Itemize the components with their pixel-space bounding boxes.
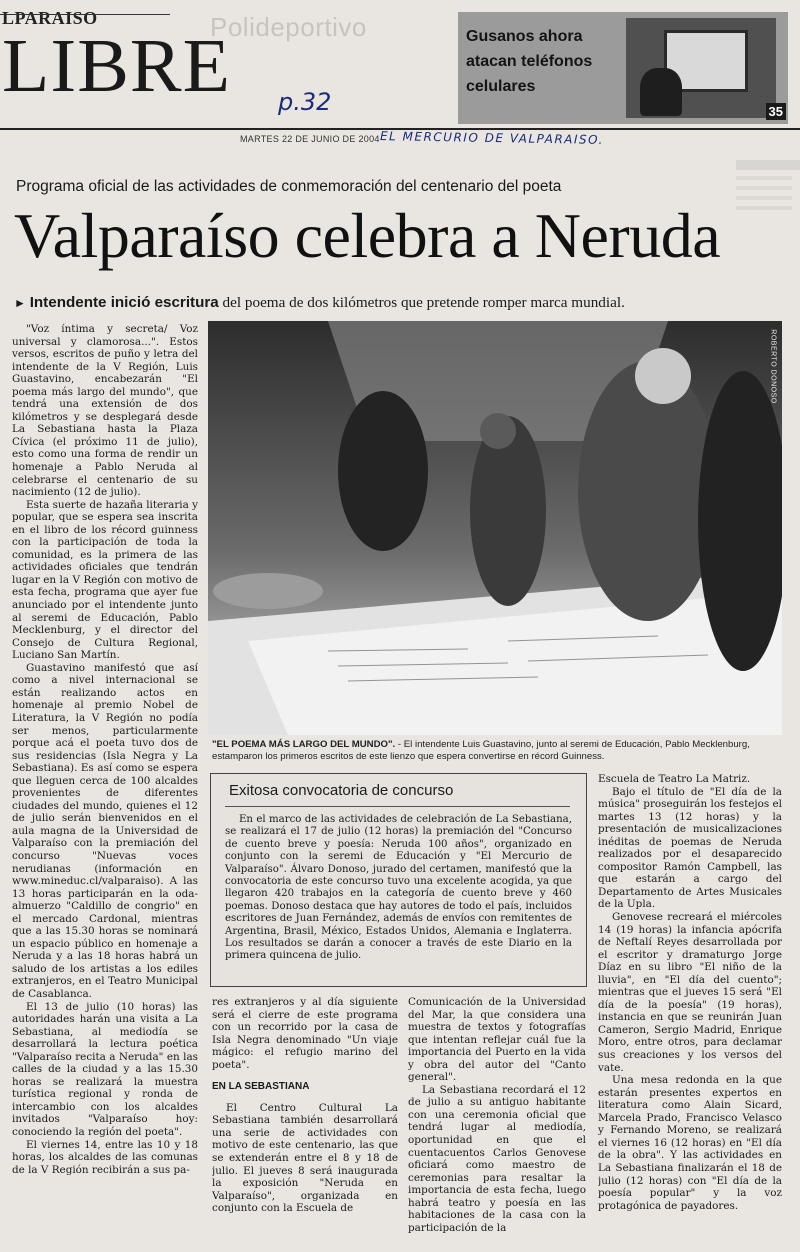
hand-shape bbox=[640, 68, 682, 116]
masthead-city: LPARAISO bbox=[2, 8, 98, 28]
photo-credit: ROBERTO DONOSO bbox=[769, 329, 777, 404]
masthead-name: LIBRE bbox=[2, 24, 232, 108]
caption-lead: "EL POEMA MÁS LARGO DEL MUNDO". bbox=[212, 739, 396, 750]
col4-paragraph: Bajo el título de "El día de la música" proseguirán los festejos el martes 13 (12 horas) y la presentación de musicalizaciones inéditas de poemas de Neruda realizados por el desaparecido compositor Ramón Campbell, las que estarán a cargo del Departamento de Artes Musicales de la Upla. bbox=[598, 785, 782, 911]
col1-paragraph: "Voz íntima y secreta/ Voz universal y clamorosa...". Estos versos, escritos de puño y letra del intendente de la V Región, Luis Guastavino, encabezarán "El poema más largo del mundo", que tendrá una extensión de dos kilómetros y se desplegará desde La Sebastiana hasta la Plaza Cívica (el próximo 11 de julio), esto como una forma de rendir un homenaje a Pablo Neruda al celebrarse el centenario de su nacimiento (12 de julio). bbox=[12, 323, 198, 499]
sidebar-body: En el marco de las actividades de celebración de La Sebastiana, se realizará el 17 de julio (12 horas) la premiación del "Concurso de cuento breve y poesía: Neruda 100 años", organizado en conjunto con la seremi de Educación y "El Mercurio de Valparaíso". Álvaro Donoso, jurado del certamen, manifestó que la convocatoria de este concurso tuvo una excelente acogida, ya que llegaron 420 trabajos en la categoría de cuento breve y 460 poemas. Donoso destaca que hay autores de todo el país, incluidos escritores de Juan Fernández, además de envíos con remitentes de Argentina, Brasil, México, Estados Unidos, Alemania e Inglaterra. Los resultados se darán a conocer a través de este Diario en la primera quincena de julio. bbox=[225, 814, 572, 962]
col2-subhead: EN LA SEBASTIANA bbox=[212, 1081, 310, 1093]
col4-paragraph: Genovese recreará el miércoles 14 (19 horas) la infancia apócrifa de Neftalí Reyes desarrollada por el escritor y dramaturgo Jorge Díaz en su libro "El niño de la lluvia", en "El día del cuento"; mientras que el jueves 15 será "El día de la poesía" (19 horas), instancia en que se reunirán Juan Cameron, Sergio Madrid, Enrique Moro, entre otros, para declamar sus creaciones y los versos del vate. bbox=[598, 911, 782, 1074]
sidebar-title: Exitosa convocatoria de concurso bbox=[229, 782, 454, 799]
article-photo bbox=[208, 321, 782, 735]
col1-paragraph: Guastavino manifestó que así como a nivel internacional se están realizando actos en homenaje al premio Nobel de Literatura, la V Región no podía ser menos, particularmente porque acá el poeta tuvo dos de sus residencias (Isla Negra y La Sebastiana). Es así como se espera que lleguen cerca de 100 alcaldes provenientes de diferentes ciudades del mundo, quienes el 12 de julio serán bienvenidos en el aula magna de la Universidad de Valparaíso con la premiación del concurso "Nuevas voces nerudianas (información en www.mineduc.cl/valparaiso). A las 13 horas participarán en la oda-almuerzo "Caldillo de congrio" en el mercado Cardonal, mientras que a las 15.30 horas se nominará un espacio público en homenaje a Neruda y a las 18 horas habrá un saludo de los artistas a los ediles extranjeros, en el Teatro Municipal de Casablanca. bbox=[12, 661, 198, 1000]
col4-paragraph: Una mesa redonda en la que estarán presentes expertos en literatura como Alain Sicard, Marcela Prado, Francisco Velasco y Fernando Moreno, se realizará el viernes 16 (12 horas) en "El día de la obra". Y las actividades en La Sebastiana finalizarán el 18 de julio (12 horas) con "El día de la poesía popular" y la voz protagónica de payadores. bbox=[598, 1074, 782, 1212]
date-line: MARTES 22 DE JUNIO DE 2004 bbox=[240, 134, 380, 144]
col1-paragraph: Esta suerte de hazaña literaria y popular, que se espera sea inscrita en el libro de los récord guinness con la participación de toda la comunidad, es la primera de las actividades oficiales que tendrán lugar en la V Región con motivo de esta fecha, programa que ayer fue anunciado por el intendente junto al seremi de Educación, Pablo Mecklenburg, y el director del Consejo de Cultura Regional, Luciano San Martín. bbox=[12, 498, 198, 662]
deck-rest: del poema de dos kilómetros que pretende romper marca mundial. bbox=[218, 294, 625, 311]
col1-paragraph: El 13 de julio (10 horas) las autoridades harán una visita a La Sebastiana, al mediodía se desarrollará la lectura poética "Valparaíso recita a Neruda" en las calles de la ciudad y a las 15.30 horas se realizará la muestra turística regional y ronda de intercambio con los alcaldes invitados "Valparaíso hoy: conociendo la región del poeta". bbox=[12, 1000, 198, 1138]
col3-paragraph: La Sebastiana recordará el 12 de julio a su antiguo habitante con una ceremonia oficial que tendrá lugar al mediodía, oportunidad en que el cuentacuentos Carlos Genovese oficiará como maestro de ceremonias para resaltar la importancia de esta fecha, luego habrá teatro y poesía en las habitaciones de la casa con la participación de la bbox=[408, 1083, 586, 1234]
article-kicker: Programa oficial de las actividades de conmemoración del centenario del poeta bbox=[16, 178, 562, 195]
masthead-top-rule bbox=[0, 14, 170, 15]
col2-paragraph: El Centro Cultural La Sebastiana también desarrollará una serie de actividades con motivo de este centenario, las que se extenderán entre el 8 y 18 de julio. El jueves 8 será inaugurada la exposición "Neruda en Valparaíso", organizada en conjunto con la Escuela de bbox=[212, 1101, 398, 1215]
col2-paragraph: res extranjeros y al día siguiente será el cierre de este programa con un recorrido por la casa de Isla Negra denominado "Un viaje mágico: el refugio marino del poeta". bbox=[212, 996, 398, 1071]
handwritten-source-note: EL MERCURIO DE VALPARAISO. bbox=[379, 129, 605, 147]
sidebar-box bbox=[210, 773, 587, 987]
column-1 bbox=[12, 323, 198, 1243]
masthead bbox=[0, 0, 800, 144]
article-deck bbox=[14, 294, 774, 312]
article-headline: Valparaíso celebra a Neruda bbox=[14, 200, 721, 271]
page-number: 35 bbox=[766, 103, 786, 120]
photo-illustration bbox=[208, 321, 782, 735]
col1-paragraph: El viernes 14, entre las 10 y 18 horas, los alcaldes de las comunas de la V Región recibirán a sus pa- bbox=[12, 1138, 198, 1176]
column-3 bbox=[408, 996, 586, 1246]
teaser-box[interactable] bbox=[458, 12, 788, 124]
faded-header: Polideportivo bbox=[210, 12, 367, 42]
deck-bold: Intendente inició escritura bbox=[29, 294, 219, 311]
bleed-through bbox=[728, 150, 800, 290]
teaser-photo bbox=[626, 18, 776, 118]
col3-paragraph: Comunicación de la Universidad del Mar, la que considera una muestra de textos y fotografías que intentan reflejar cuál fue la importancia del Puerto en la vida y obra del autor del "Canto general". bbox=[408, 996, 586, 1084]
column-2 bbox=[212, 996, 398, 1246]
teaser-text: Gusanos ahora atacan teléfonos celulares bbox=[466, 28, 593, 95]
col4-paragraph: Escuela de Teatro La Matriz. bbox=[598, 773, 751, 785]
column-4 bbox=[598, 773, 782, 1245]
caption-rest: - El intendente Luis Guastavino, junto al seremi de Educación, Pablo Mecklenburg, estamparon los primeros escritos de este lienzo que espera convertirse en récord Guinness. bbox=[212, 739, 750, 762]
deck-bullet-icon: ► bbox=[14, 296, 26, 310]
handwritten-page-note: p.32 bbox=[278, 88, 332, 116]
photo-caption bbox=[212, 739, 778, 763]
sidebar-rule bbox=[225, 806, 570, 807]
